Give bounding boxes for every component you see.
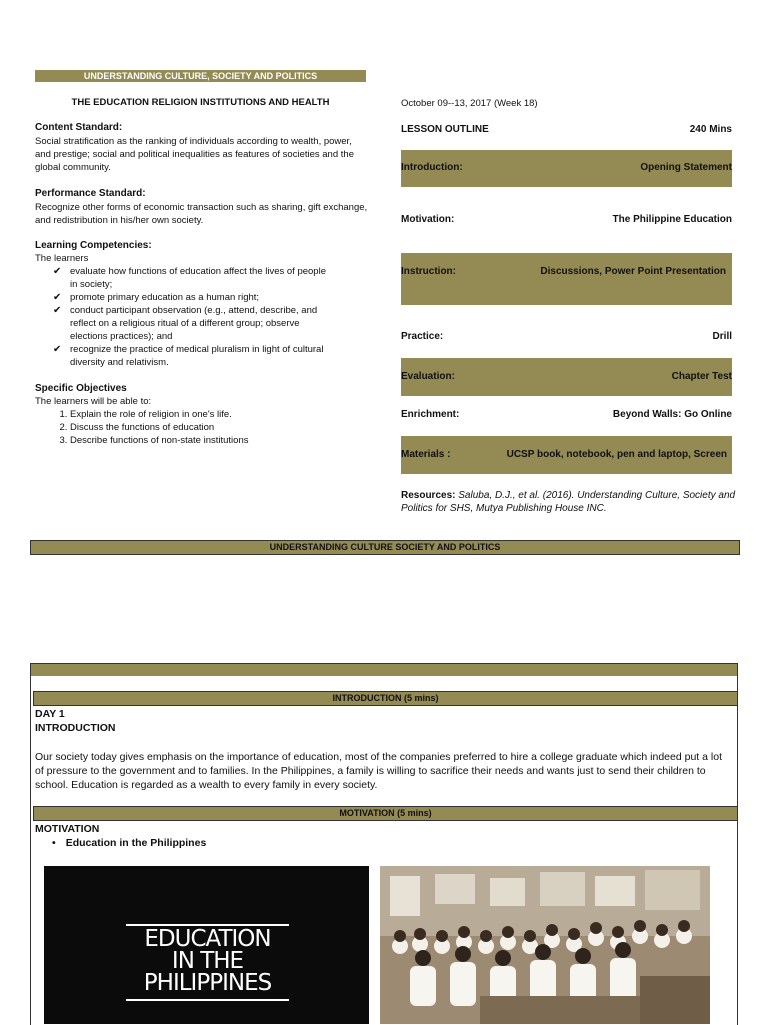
resources <box>401 489 736 515</box>
lesson-date: October 09--13, 2017 (Week 18) <box>401 98 538 109</box>
checkmark-icon: ✔ <box>53 305 62 316</box>
resources-text: Saluba, D.J., et al. (2016). Understanding Culture, Society and Politics for SHS, Mutya Publishing House INC. <box>401 490 736 514</box>
row-value: Opening Statement <box>640 162 732 173</box>
performance-standard <box>35 188 370 227</box>
performance-standard-text: Recognize other forms of economic transaction such as sharing, gift exchange, and redistribution in his/her own society. <box>35 202 368 226</box>
olive-header-strip <box>31 664 737 676</box>
outline-time: 240 Mins <box>689 124 732 135</box>
content-standard-heading: Content Standard: <box>35 122 123 133</box>
objectives-list <box>35 408 370 447</box>
row-label: Materials : <box>401 449 451 460</box>
title-rule-bottom <box>126 999 289 1001</box>
objectives-heading: Specific Objectives <box>35 383 127 394</box>
outline-row-instruction <box>401 253 732 305</box>
specific-objectives <box>35 383 370 447</box>
row-label: Evaluation: <box>401 371 455 382</box>
row-label: Motivation: <box>401 214 455 225</box>
list-item: ✔ promote primary education as a human right; <box>53 292 260 303</box>
lesson-outline-header <box>401 124 732 138</box>
classroom-photo <box>380 866 710 1024</box>
row-label: Instruction: <box>401 266 456 277</box>
list-item: 2. Discuss the functions of education <box>70 421 370 434</box>
row-value: The Philippine Education <box>612 214 732 225</box>
outline-row-materials <box>401 436 732 474</box>
course-title-band: UNDERSTANDING CULTURE, SOCIETY AND POLITICS <box>35 70 366 82</box>
checkmark-icon: ✔ <box>53 344 62 355</box>
competencies-intro: The learners <box>35 253 89 264</box>
content-standard <box>35 122 370 174</box>
outline-row-evaluation <box>401 358 732 396</box>
row-value: Chapter Test <box>671 371 732 382</box>
outline-row-practice <box>401 331 732 345</box>
checkmark-icon: ✔ <box>53 266 62 277</box>
image-title: EDUCATION IN THE PHILIPPINES <box>143 926 272 996</box>
lesson-title: THE EDUCATION RELIGION INSTITUTIONS AND HEALTH <box>71 97 330 108</box>
list-item: ✔ evaluate how functions of education affect the lives of people in society; <box>53 266 326 290</box>
row-value: Discussions, Power Point Presentation <box>540 266 726 277</box>
resources-label: Resources: <box>401 490 456 501</box>
row-label: Practice: <box>401 331 444 342</box>
learning-competencies <box>35 240 370 369</box>
row-value: UCSP book, notebook, pen and laptop, Screen <box>506 449 727 460</box>
outline-row-introduction <box>401 150 732 187</box>
introduction-heading: INTRODUCTION <box>35 722 116 734</box>
list-item: ✔ conduct participant observation (e.g., attend, describe, and reflect on a religious ritual of a different group; observe elections practices); and <box>53 305 318 342</box>
competencies-list <box>35 265 335 369</box>
introduction-text: Our society today gives emphasis on the importance of education, most of the companies preferred to hire a college graduate which indeed put a lot of pressure to the government and to families. In the Philippines, a family is willing to sacrifice their needs and wants just to send their children to school. Education is regarded as a wealth to every family in every society. <box>35 751 722 791</box>
row-value: Beyond Walls: Go Online <box>612 409 732 420</box>
outline-row-motivation <box>401 214 732 228</box>
row-value: Drill <box>712 331 732 342</box>
classroom-illustration <box>380 866 710 1024</box>
content-standard-text: Social stratification as the ranking of individuals according to wealth, power, and prestige; social and political inequalities as features of societies and the global community. <box>35 136 354 173</box>
motivation-band: MOTIVATION (5 mins) <box>33 806 738 821</box>
outline-label: LESSON OUTLINE <box>401 124 489 135</box>
objectives-intro: The learners will be able to: <box>35 396 152 407</box>
bullet-icon: • <box>52 837 56 849</box>
outline-row-enrichment <box>401 409 732 423</box>
competencies-heading: Learning Competencies: <box>35 240 152 251</box>
motivation-bullet: • Education in the Philippines <box>52 837 207 849</box>
list-item: 1. Explain the role of religion in one's life. <box>70 408 370 421</box>
introduction-band: INTRODUCTION (5 mins) <box>33 691 738 706</box>
day-label: DAY 1 <box>35 708 65 720</box>
motivation-heading: MOTIVATION <box>35 823 100 835</box>
list-item: ✔ recognize the practice of medical pluralism in light of cultural diversity and relativism. <box>53 344 324 368</box>
section-title-band: UNDERSTANDING CULTURE SOCIETY AND POLITICS <box>30 540 740 555</box>
performance-standard-heading: Performance Standard: <box>35 188 146 199</box>
checkmark-icon: ✔ <box>53 292 62 303</box>
row-label: Introduction: <box>401 162 463 173</box>
row-label: Enrichment: <box>401 409 460 420</box>
education-title-image <box>44 866 369 1024</box>
list-item: 3. Describe functions of non-state institutions <box>70 434 370 447</box>
